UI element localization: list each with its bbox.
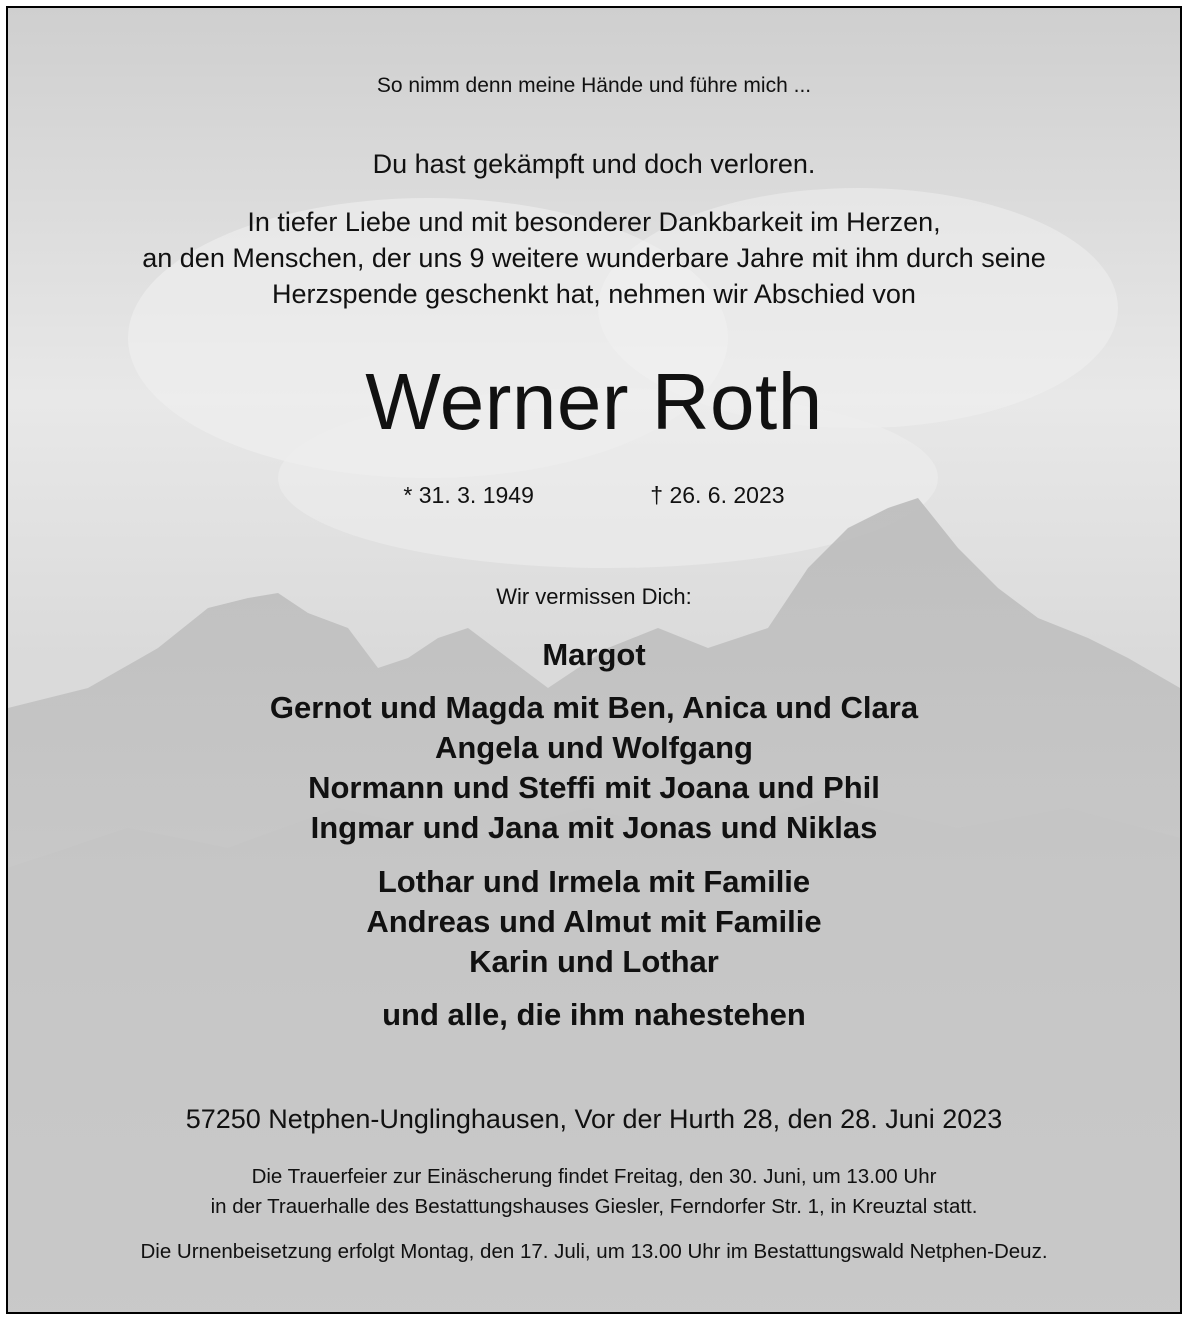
mourner-line: Normann und Steffi mit Joana und Phil xyxy=(308,770,880,805)
death-date: † 26. 6. 2023 xyxy=(650,482,785,508)
epigraph: So nimm denn meine Hände und führe mich ... xyxy=(376,74,812,97)
ceremony-line: in der Trauerhalle des Bestattungshauses Giesler, Ferndorfer Str. 1, in Kreuztal statt. xyxy=(210,1195,978,1218)
urn-burial-info: Die Urnenbeisetzung erfolgt Montag, den 17. Juli, um 13.00 Uhr im Bestattungswald Netphen-Deuz. xyxy=(140,1240,1048,1263)
mourner-closing: und alle, die ihm nahestehen xyxy=(382,997,806,1032)
obituary-content xyxy=(8,8,1180,1312)
mourner-line: Karin und Lothar xyxy=(469,944,719,979)
life-dates xyxy=(8,482,1180,509)
intro-line: Herzspende geschenkt hat, nehmen wir Abschied von xyxy=(272,279,916,309)
miss-line: Wir vermissen Dich: xyxy=(496,584,692,609)
intro-line: In tiefer Liebe und mit besonderer Dankbarkeit im Herzen, xyxy=(247,207,941,237)
intro-text xyxy=(8,204,1180,312)
heading: Du hast gekämpft und doch verloren. xyxy=(372,149,816,179)
mourner-line: Angela und Wolfgang xyxy=(434,730,753,765)
mourner-spouse: Margot xyxy=(542,637,646,672)
mourner-line: Andreas und Almut mit Familie xyxy=(366,904,822,939)
intro-line: an den Menschen, der uns 9 weitere wunderbare Jahre mit ihm durch seine xyxy=(142,243,1046,273)
birth-date: * 31. 3. 1949 xyxy=(403,482,534,508)
obituary-frame xyxy=(6,6,1182,1314)
mourner-line: Gernot und Magda mit Ben, Anica und Clara xyxy=(269,690,919,725)
mourner-children xyxy=(8,688,1180,848)
place-date: 57250 Netphen-Unglinghausen, Vor der Hurth 28, den 28. Juni 2023 xyxy=(185,1104,1003,1134)
deceased-name: Werner Roth xyxy=(365,357,823,446)
mourner-relatives xyxy=(8,862,1180,982)
ceremony-info xyxy=(8,1162,1180,1222)
mourner-line: Ingmar und Jana mit Jonas und Niklas xyxy=(310,810,878,845)
ceremony-line: Die Trauerfeier zur Einäscherung findet Freitag, den 30. Juni, um 13.00 Uhr xyxy=(251,1165,937,1188)
mourner-line: Lothar und Irmela mit Familie xyxy=(377,864,811,899)
